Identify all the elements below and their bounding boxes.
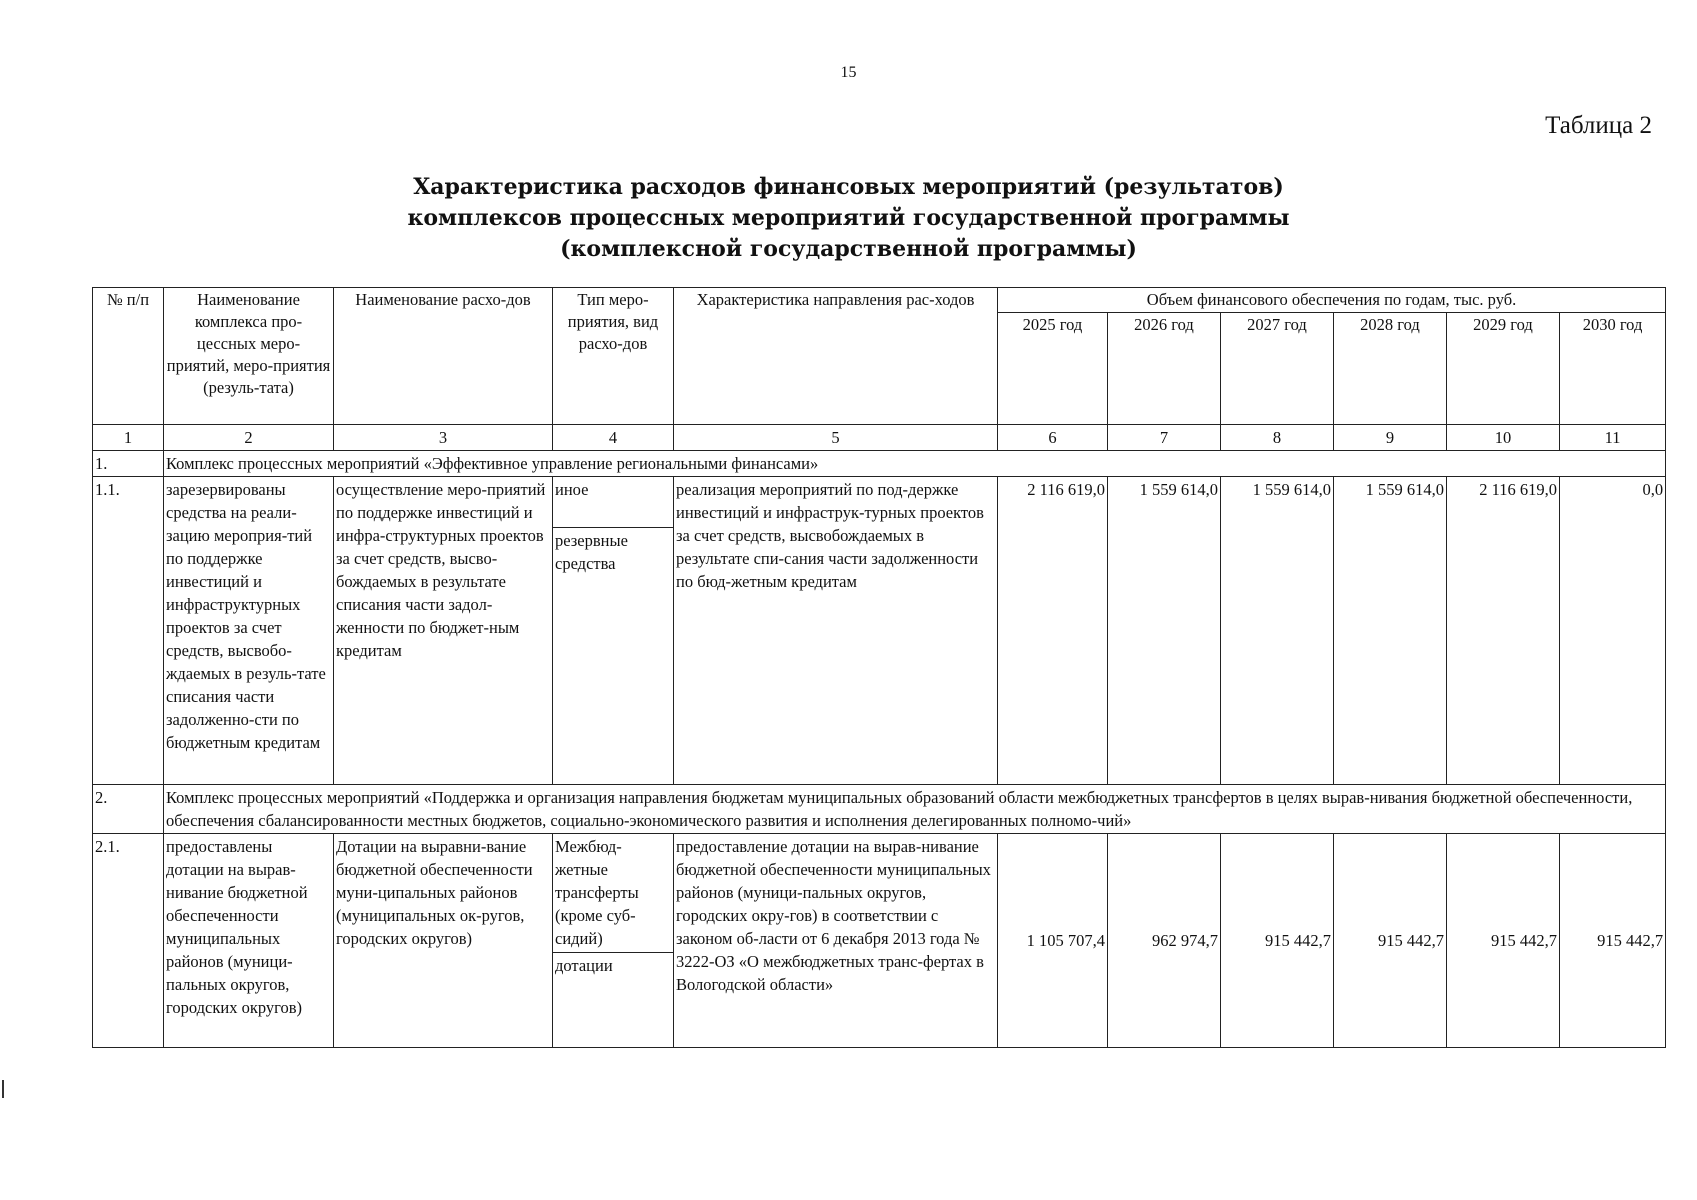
header-type: Тип меро-приятия, вид расхо-дов: [553, 288, 674, 425]
row-type-primary: Межбюд-жетные трансферты (кроме суб-сидий): [553, 834, 673, 953]
row-value: 1 559 614,0: [1221, 477, 1334, 785]
header-direction: Характеристика направления рас-ходов: [674, 288, 998, 425]
row-expense-name: Дотации на выравни-вание бюджетной обеспеченности муни-ципальных районов (муниципальных ок-ругов, городских округов): [334, 834, 553, 1048]
row-type: [553, 477, 674, 785]
row-value: 915 442,7: [1447, 834, 1560, 1048]
row-value: 915 442,7: [1221, 834, 1334, 1048]
row-type-primary: иное: [553, 477, 673, 528]
row-direction: реализация мероприятий по под-держке инвестиций и инфраструк-турных проектов за счет средств, высвобождаемых в результате спи-сания части задолженности по бюд-жетным кредитам: [674, 477, 998, 785]
header-num: № п/п: [93, 288, 164, 425]
row-value: 1 559 614,0: [1108, 477, 1221, 785]
section-row: [93, 785, 1666, 834]
document-title: [0, 172, 1697, 265]
table-row: [93, 477, 1666, 785]
row-type: [553, 834, 674, 1048]
column-number: 10: [1447, 425, 1560, 451]
title-line: (комплексной государственной программы): [560, 236, 1137, 262]
row-num: 1.1.: [93, 477, 164, 785]
column-number: 9: [1334, 425, 1447, 451]
column-number: 11: [1560, 425, 1666, 451]
header-row: [93, 288, 1666, 313]
column-number: 4: [553, 425, 674, 451]
page-number: 15: [840, 64, 857, 81]
title-line: комплексов процессных мероприятий государственной программы: [407, 205, 1290, 231]
column-number: 7: [1108, 425, 1221, 451]
scan-margin-mark: [2, 1080, 4, 1098]
column-number: 6: [998, 425, 1108, 451]
column-number: 1: [93, 425, 164, 451]
row-value: 2 116 619,0: [998, 477, 1108, 785]
row-value: 2 116 619,0: [1447, 477, 1560, 785]
column-number: 8: [1221, 425, 1334, 451]
header-complex-name: Наименование комплекса про-цессных меро-приятий, меро-приятия (резуль-тата): [164, 288, 334, 425]
column-number: 5: [674, 425, 998, 451]
header-year: 2026 год: [1108, 313, 1221, 425]
header-year: 2027 год: [1221, 313, 1334, 425]
header-year: 2025 год: [998, 313, 1108, 425]
header-year: 2028 год: [1334, 313, 1447, 425]
row-complex-name: предоставлены дотации на вырав-нивание бюджетной обеспеченности муниципальных районов (муници-пальных округов, городских округов): [164, 834, 334, 1048]
header-year: 2029 год: [1447, 313, 1560, 425]
row-value: 915 442,7: [1334, 834, 1447, 1048]
header-expense-name: Наименование расхо-дов: [334, 288, 553, 425]
header-year: 2030 год: [1560, 313, 1666, 425]
table-label: Таблица 2: [1545, 112, 1652, 139]
column-numbers-row: [93, 425, 1666, 451]
row-value: 1 105 707,4: [998, 834, 1108, 1048]
section-num: 2.: [93, 785, 164, 834]
row-type-secondary: дотации: [555, 956, 613, 975]
section-num: 1.: [93, 451, 164, 477]
row-value: 1 559 614,0: [1334, 477, 1447, 785]
row-direction: предоставление дотации на вырав-нивание бюджетной обеспеченности муниципальных районов (муници-пальных округов, городских окру-гов) в соответствии с законом об-ласти от 6 декабря 2013 года № 3222-ОЗ «О межбюджетных транс-фертах в Вологодской области»: [674, 834, 998, 1048]
row-expense-name: осуществление меро-приятий по поддержке инвестиций и инфра-структурных проектов за счет средств, высво-бождаемых в результате списания части задол-женности по бюджет-ным кредитам: [334, 477, 553, 785]
row-value: 0,0: [1560, 477, 1666, 785]
section-title: Комплекс процессных мероприятий «Эффективное управление региональными финансами»: [164, 451, 1666, 477]
table-row: [93, 834, 1666, 1048]
column-number: 3: [334, 425, 553, 451]
header-funding-group: Объем финансового обеспечения по годам, тыс. руб.: [998, 288, 1666, 313]
row-complex-name: зарезервированы средства на реали-зацию мероприя-тий по поддержке инвестиций и инфраструктурных проектов за счет средств, высвобо-ждаемых в резуль-тате списания части задолженно-сти по бюджетным кредитам: [164, 477, 334, 785]
title-line: Характеристика расходов финансовых мероприятий (результатов): [413, 174, 1284, 200]
row-type-secondary: резервные средства: [555, 531, 628, 573]
row-value: 915 442,7: [1560, 834, 1666, 1048]
section-row: [93, 451, 1666, 477]
section-title: Комплекс процессных мероприятий «Поддержка и организация направления бюджетам муниципальных образований области межбюджетных трансфертов в целях вырав-нивания бюджетной обеспеченности, обеспечения сбалансированности местных бюджетов, социально-экономического развития и исполнения делегированных полномо-чий»: [164, 785, 1666, 834]
row-num: 2.1.: [93, 834, 164, 1048]
expenses-table: [92, 287, 1666, 1048]
column-number: 2: [164, 425, 334, 451]
row-value: 962 974,7: [1108, 834, 1221, 1048]
